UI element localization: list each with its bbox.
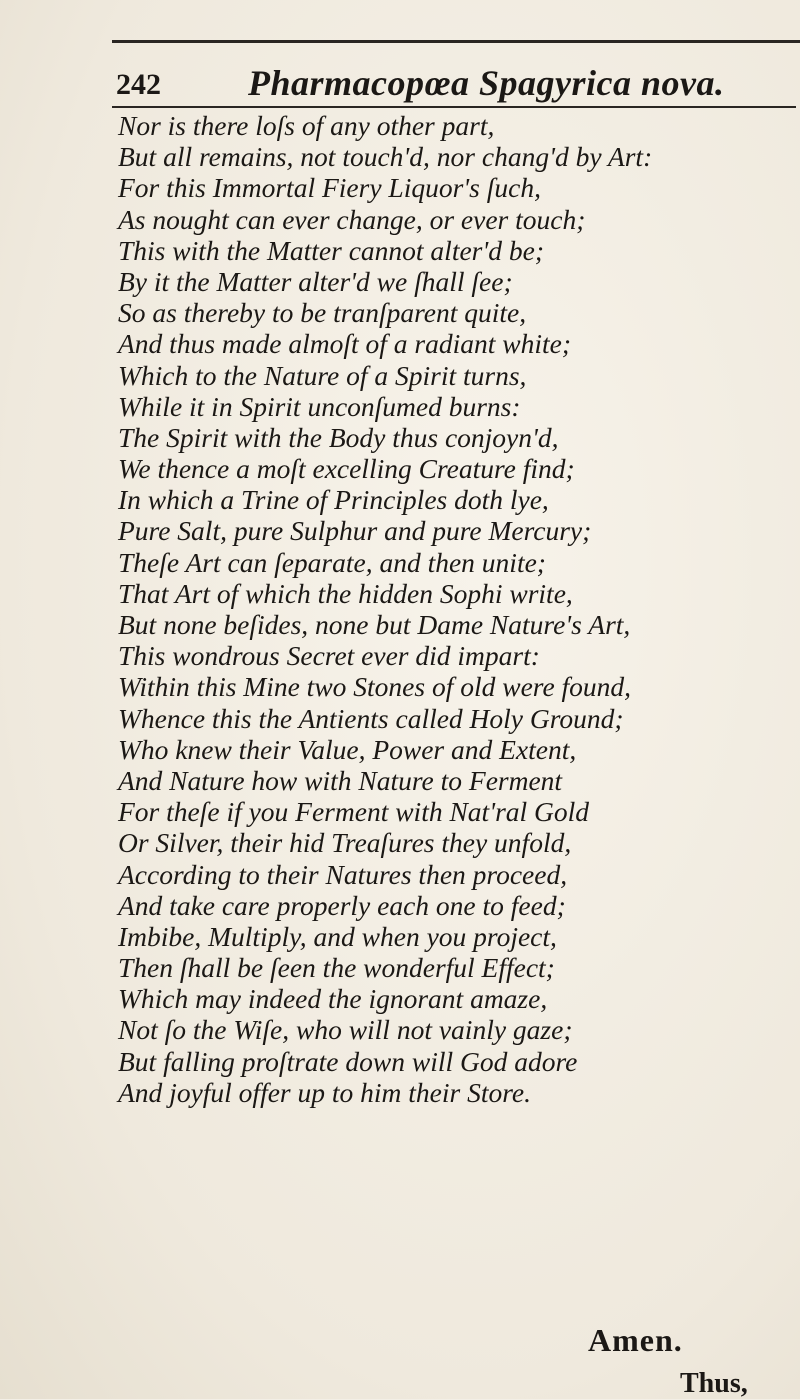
page-number: 242 [116,68,161,101]
verse-line: Pure Salt, pure Sulphur and pure Mercury; [118,515,592,547]
closing-amen: Amen. [588,1322,683,1358]
header-rule [112,106,796,108]
verse-line: In which a Trine of Principles doth lye, [118,484,549,516]
verse-line: But falling proſtrate down will God adore [118,1045,578,1077]
verse-line: And take care properly each one to feed; [118,889,566,921]
verse-line: So as thereby to be tranſparent quite, [118,297,527,329]
verse-line: The Spirit with the Body thus conjoyn'd, [118,421,559,453]
verse-line: As nought can ever change, or ever touch; [118,203,586,235]
verse-line: Or Silver, their hid Treaſures they unfold, [118,827,572,859]
verse-line: Nor is there loſs of any other part, [118,110,495,141]
verse-line: Within this Mine two Stones of old were found, [118,671,632,703]
verse-line: According to their Natures then proceed, [118,858,568,890]
verse-line: Who knew their Value, Power and Extent, [118,733,577,765]
verse-line: By it the Matter alter'd we ſhall ſee; [118,265,513,297]
poem-text [118,110,800,1108]
verse-line: This wondrous Secret ever did impart: [118,640,540,672]
page-header [116,58,756,102]
top-rule [112,40,800,43]
verse-line: For theſe if you Ferment with Nat'ral Gold [118,796,590,828]
verse-line: This with the Matter cannot alter'd be; [118,234,544,266]
verse-line: And Nature how with Nature to Ferment [118,764,563,796]
verse-line: Then ſhall be ſeen the wonderful Effect; [118,952,555,984]
verse-line: While it in Spirit unconſumed burns: [118,390,521,422]
verse-line: Imbibe, Multiply, and when you project, [118,920,557,952]
verse-line: Which to the Nature of a Spirit turns, [118,359,527,391]
verse-line: That Art of which the hidden Sophi write, [118,577,573,609]
verse-line: We thence a moſt excelling Creature find; [118,453,575,485]
verse-line: But none beſides, none but Dame Nature's Art, [118,609,631,640]
running-title: Pharmacopœa Spagyrica nova. [248,63,725,103]
verse-line: Which may indeed the ignorant amaze, [118,983,548,1015]
verse-line: For this Immortal Fiery Liquor's ſuch, [118,172,541,204]
verse-line: Whence this the Antients called Holy Ground; [118,702,624,734]
verse-line: Not ſo the Wiſe, who will not vainly gaze; [118,1014,573,1046]
verse-line: And joyful offer up to him their Store. [118,1076,531,1108]
verse-line: Theſe Art can ſeparate, and then unite; [118,546,546,578]
catchword: Thus, [680,1368,748,1399]
verse-line: And thus made almoſt of a radiant white; [118,328,571,360]
verse-line: But all remains, not touch'd, nor chang'd by Art: [118,141,653,173]
